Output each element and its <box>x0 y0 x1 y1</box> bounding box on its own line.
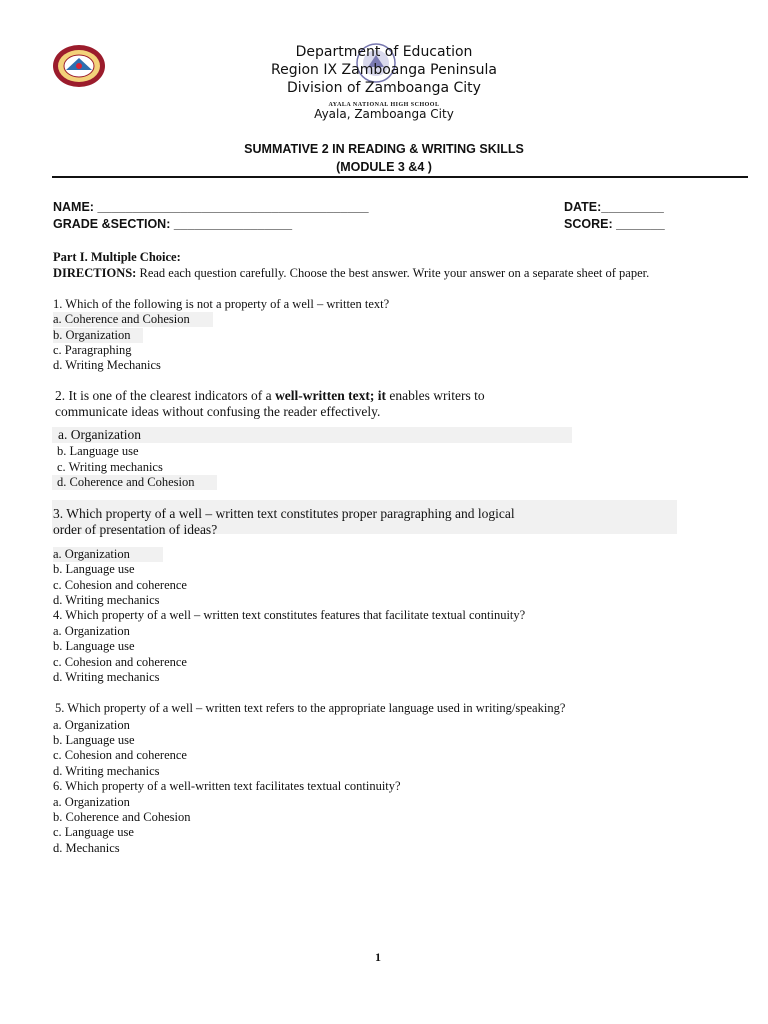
q1-option-a: a. Coherence and Cohesion <box>53 312 213 327</box>
grade-section-field: GRADE &SECTION: _________________ <box>53 217 293 231</box>
q4-option-c: c. Cohesion and coherence <box>53 655 187 669</box>
q2-text-bold: well-written text; it <box>275 388 387 403</box>
q2-option-a: a. Organization <box>58 427 141 442</box>
page-number: 1 <box>375 950 381 964</box>
question-5: 5. Which property of a well – written text refers to the appropriate language used in writing/speaking? <box>55 701 566 715</box>
q3-option-c: c. Cohesion and coherence <box>53 578 187 592</box>
q4-option-a: a. Organization <box>53 624 130 638</box>
q5-option-a: a. Organization <box>53 718 130 732</box>
q6-option-d: d. Mechanics <box>53 841 120 855</box>
part1-heading: Part I. Multiple Choice: <box>53 250 181 264</box>
date-field: DATE:_________ <box>564 200 664 214</box>
header-school: AYALA NATIONAL HIGH SCHOOL <box>328 102 440 108</box>
question-4: 4. Which property of a well – written text constitutes features that facilitate textual continuity? <box>53 608 526 622</box>
q2-text-a: 2. It is one of the clearest indicators of a <box>55 388 276 403</box>
q6-option-c: c. Language use <box>53 825 134 839</box>
question-3: 3. Which property of a well – written text constitutes proper paragraphing and logical <box>53 506 515 521</box>
q1-option-b: b. Organization <box>53 328 143 343</box>
question-6: 6. Which property of a well-written text facilitates textual continuity? <box>53 779 401 793</box>
q2-option-b: b. Language use <box>57 444 139 458</box>
header-division: Division of Zamboanga City <box>287 80 481 96</box>
q3-option-b: b. Language use <box>53 562 135 576</box>
directions <box>53 266 649 281</box>
q3-option-a: a. Organization <box>53 547 163 562</box>
exam-title: SUMMATIVE 2 IN READING & WRITING SKILLS <box>244 142 524 156</box>
q4-option-d: d. Writing mechanics <box>53 670 160 684</box>
q2-option-c: c. Writing mechanics <box>57 460 163 474</box>
question-2 <box>55 388 485 404</box>
exam-module: (MODULE 3 &4 ) <box>336 160 432 174</box>
score-field: SCORE: _______ <box>564 217 665 231</box>
header-deped: Department of Education <box>295 44 473 60</box>
question-2-line2: communicate ideas without confusing the reader effectively. <box>55 404 381 419</box>
q3-option-d: d. Writing mechanics <box>53 593 160 607</box>
directions-label: DIRECTIONS: <box>53 266 137 280</box>
question-1: 1. Which of the following is not a property of a well – written text? <box>53 297 390 311</box>
q5-option-b: b. Language use <box>53 733 135 747</box>
name-field: NAME: _______________________________________ <box>53 200 369 214</box>
q1-option-d: d. Writing Mechanics <box>53 358 161 372</box>
header-divider <box>52 176 748 178</box>
q2-text-b: enables writers to <box>386 388 485 403</box>
q2-option-d: d. Coherence and Cohesion <box>52 475 217 490</box>
q5-option-c: c. Cohesion and coherence <box>53 748 187 762</box>
header-region: Region IX Zamboanga Peninsula <box>270 62 497 78</box>
directions-text: Read each question carefully. Choose the best answer. Write your answer on a separate sheet of paper. <box>136 266 650 280</box>
question-3-line2: order of presentation of ideas? <box>53 522 218 537</box>
header-location: Ayala, Zamboanga City <box>314 107 454 121</box>
q6-option-b: b. Coherence and Cohesion <box>53 810 191 824</box>
q5-option-d: d. Writing mechanics <box>53 764 160 778</box>
q4-option-b: b. Language use <box>53 639 135 653</box>
q1-option-c: c. Paragraphing <box>53 343 132 357</box>
q6-option-a: a. Organization <box>53 795 130 809</box>
